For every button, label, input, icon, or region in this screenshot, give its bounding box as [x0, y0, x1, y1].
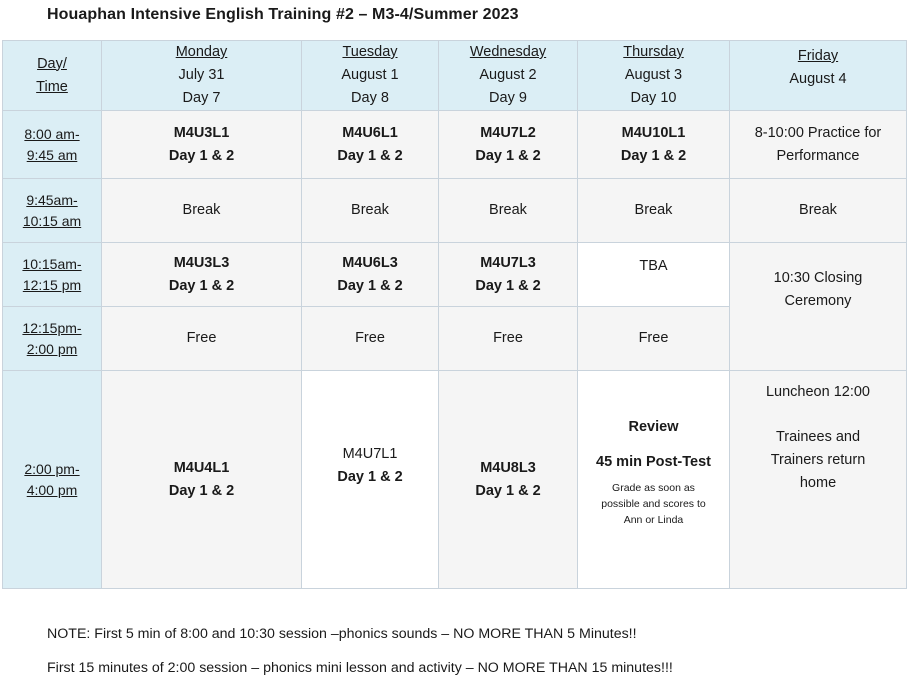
- table-row: [3, 243, 907, 307]
- day-header-wednesday: Wednesday August 2 Day 9: [439, 41, 578, 111]
- day-header-monday: Monday July 31 Day 7: [102, 41, 302, 111]
- time-slot: 8:00 am- 9:45 am: [3, 111, 102, 179]
- closing-ceremony-cell: 10:30 Closing Ceremony: [730, 243, 907, 371]
- luncheon-cell: Luncheon 12:00 Trainees and Trainers return home: [730, 371, 907, 589]
- session-cell: M4U4L1 Day 1 & 2: [102, 371, 302, 589]
- time-slot: 10:15am- 12:15 pm: [3, 243, 102, 307]
- session-cell: M4U10L1 Day 1 & 2: [578, 111, 730, 179]
- session-cell: Free: [102, 307, 302, 371]
- day-header-tuesday: Tuesday August 1 Day 8: [302, 41, 439, 111]
- note-line-2: First 15 minutes of 2:00 session – phonics mini lesson and activity – NO MORE THAN 15 minutes!!!: [47, 660, 673, 676]
- session-cell: M4U6L1 Day 1 & 2: [302, 111, 439, 179]
- session-cell: Break: [578, 179, 730, 243]
- header-row: [3, 41, 907, 111]
- session-cell: Break: [439, 179, 578, 243]
- day-header-thursday: Thursday August 3 Day 10: [578, 41, 730, 111]
- schedule-table: [2, 40, 907, 589]
- session-cell: Free: [578, 307, 730, 371]
- note-line-1: NOTE: First 5 min of 8:00 and 10:30 session –phonics sounds – NO MORE THAN 5 Minutes!!: [47, 626, 637, 642]
- session-cell: M4U3L1 Day 1 & 2: [102, 111, 302, 179]
- session-cell: M4U8L3 Day 1 & 2: [439, 371, 578, 589]
- time-slot: 2:00 pm- 4:00 pm: [3, 371, 102, 589]
- session-cell: Break: [302, 179, 439, 243]
- day-time-header: Day/ Time: [3, 41, 102, 111]
- session-cell: Break: [730, 179, 907, 243]
- session-cell: TBA: [578, 243, 730, 307]
- session-cell: M4U6L3 Day 1 & 2: [302, 243, 439, 307]
- session-cell: Free: [302, 307, 439, 371]
- session-cell: M4U7L1 Day 1 & 2: [302, 371, 439, 589]
- table-row: [3, 371, 907, 589]
- session-cell: M4U7L2 Day 1 & 2: [439, 111, 578, 179]
- session-cell: Free: [439, 307, 578, 371]
- time-slot: 9:45am- 10:15 am: [3, 179, 102, 243]
- session-cell: M4U7L3 Day 1 & 2: [439, 243, 578, 307]
- table-row: [3, 179, 907, 243]
- session-cell: M4U3L3 Day 1 & 2: [102, 243, 302, 307]
- page-title: Houaphan Intensive English Training #2 – M3-4/Summer 2023: [47, 6, 519, 23]
- time-slot: 12:15pm- 2:00 pm: [3, 307, 102, 371]
- session-cell: Break: [102, 179, 302, 243]
- day-header-friday: Friday August 4: [730, 41, 907, 111]
- table-row: [3, 111, 907, 179]
- review-cell: Review 45 min Post-Test Grade as soon as possible and scores to Ann or Linda: [578, 371, 730, 589]
- session-cell: 8-10:00 Practice for Performance: [730, 111, 907, 179]
